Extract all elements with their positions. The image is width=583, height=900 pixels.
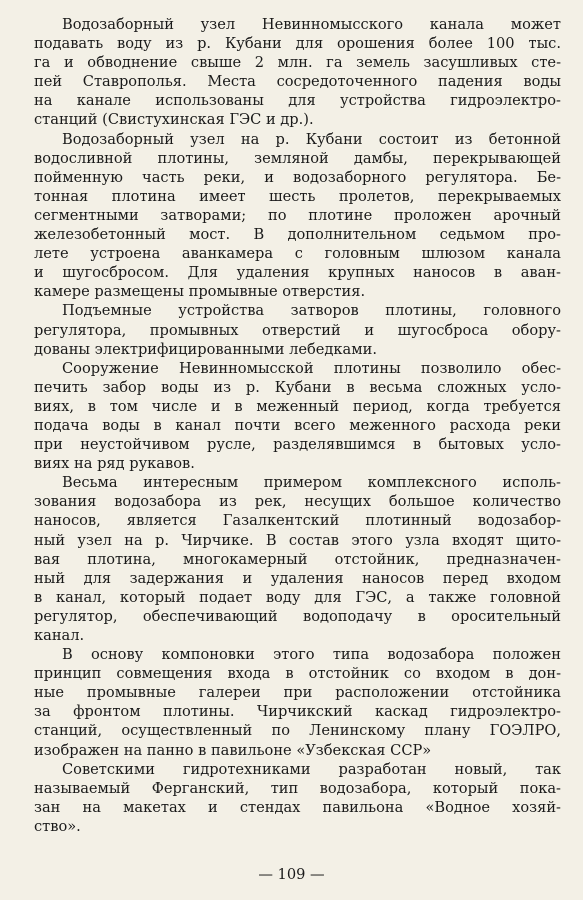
text-line: сегментными затворами; по плотине проложен арочный xyxy=(34,206,561,224)
text-line: регулятора, промывных отверстий и шугосброса обору- xyxy=(34,321,561,339)
text-line: станций (Свистухинская ГЭС и др.). xyxy=(34,111,314,129)
text-line: В основу компоновки этого типа водозабора положен xyxy=(62,646,561,664)
text-line: га и обводнение свыше 2 млн. га земель засушливых сте- xyxy=(34,54,561,72)
body-text xyxy=(34,15,561,836)
text-line: пей Ставрополья. Места сосредоточенного падения воды xyxy=(34,73,561,91)
paragraph xyxy=(34,359,561,474)
text-line: камере размещены промывные отверстия. xyxy=(34,283,366,301)
text-line: дованы электрифицированными лебедками. xyxy=(34,340,377,358)
text-line: станций, осуществленный по Ленинскому плану ГОЭЛРО, xyxy=(34,722,561,740)
page-number: — 109 — xyxy=(258,866,325,883)
text-line: печить забор воды из р. Кубани в весьма сложных усло- xyxy=(34,378,561,396)
text-line: Водозаборный узел на р. Кубани состоит из бетонной xyxy=(62,130,561,148)
paragraph xyxy=(34,301,561,358)
text-line: Сооружение Невинномысской плотины позволило обес- xyxy=(62,359,561,377)
text-line: при неустойчивом русле, разделявшимся в бытовых усло- xyxy=(34,436,561,454)
paragraph xyxy=(34,473,561,645)
text-line: Весьма интересным примером комплексного исполь- xyxy=(62,474,561,492)
paragraph xyxy=(34,130,561,302)
text-line: за фронтом плотины. Чирчикский каскад гидроэлектро- xyxy=(34,703,561,721)
text-line: и шугосбросом. Для удаления крупных наносов в аван- xyxy=(34,264,561,282)
text-line: виях на ряд рукавов. xyxy=(34,455,195,473)
text-line: наносов, является Газалкентский плотинный водозабор- xyxy=(34,512,561,530)
text-line: канал. xyxy=(34,627,85,644)
text-line: ный узел на р. Чирчике. В состав этого узла входят щито- xyxy=(34,531,561,549)
text-line: водосливной плотины, земляной дамбы, перекрывающей xyxy=(34,149,561,167)
text-line: ный для задержания и удаления наносов перед входом xyxy=(34,569,561,587)
text-line: в канал, который подает воду для ГЭС, а также головной xyxy=(34,588,561,606)
paragraph xyxy=(34,15,561,130)
text-line: ные промывные галереи при расположении отстойника xyxy=(34,684,561,702)
text-line: принцип совмещения входа в отстойник со входом в дон- xyxy=(34,665,561,683)
text-line: лете устроена аванкамера с головным шлюзом канала xyxy=(34,245,561,263)
text-line: железобетонный мост. В дополнительном седьмом про- xyxy=(34,226,561,244)
text-line: Подъемные устройства затворов плотины, головного xyxy=(62,302,561,320)
text-line: тонная плотина имеет шесть пролетов, перекрываемых xyxy=(34,187,561,205)
text-line: называемый Ферганский, тип водозабора, который пока- xyxy=(34,779,561,797)
text-line: пойменную часть реки, и водозаборного регулятора. Бе- xyxy=(34,168,561,186)
paragraph xyxy=(34,760,561,836)
paragraph xyxy=(34,645,561,760)
text-line: изображен на панно в павильоне «Узбекская ССР» xyxy=(34,741,432,759)
text-line: зан на макетах и стендах павильона «Водное хозяй- xyxy=(34,798,561,816)
text-line: зования водозабора из рек, несущих большое количество xyxy=(34,493,561,511)
text-line: подача воды в канал почти всего меженного расхода реки xyxy=(34,416,561,434)
text-line: Советскими гидротехниками разработан новый, так xyxy=(62,760,561,778)
text-line: Водозаборный узел Невинномысского канала может xyxy=(62,16,561,33)
text-line: виях, в том числе и в меженный период, когда требуется xyxy=(34,397,561,415)
text-line: регулятор, обеспечивающий водоподачу в оросительный xyxy=(34,607,561,625)
text-line: ство». xyxy=(34,817,81,835)
text-line: подавать воду из р. Кубани для орошения более 100 тыс. xyxy=(34,35,561,53)
text-line: на канале использованы для устройства гидроэлектро- xyxy=(34,92,561,110)
text-line: вая плотина, многокамерный отстойник, предназначен- xyxy=(34,550,561,568)
